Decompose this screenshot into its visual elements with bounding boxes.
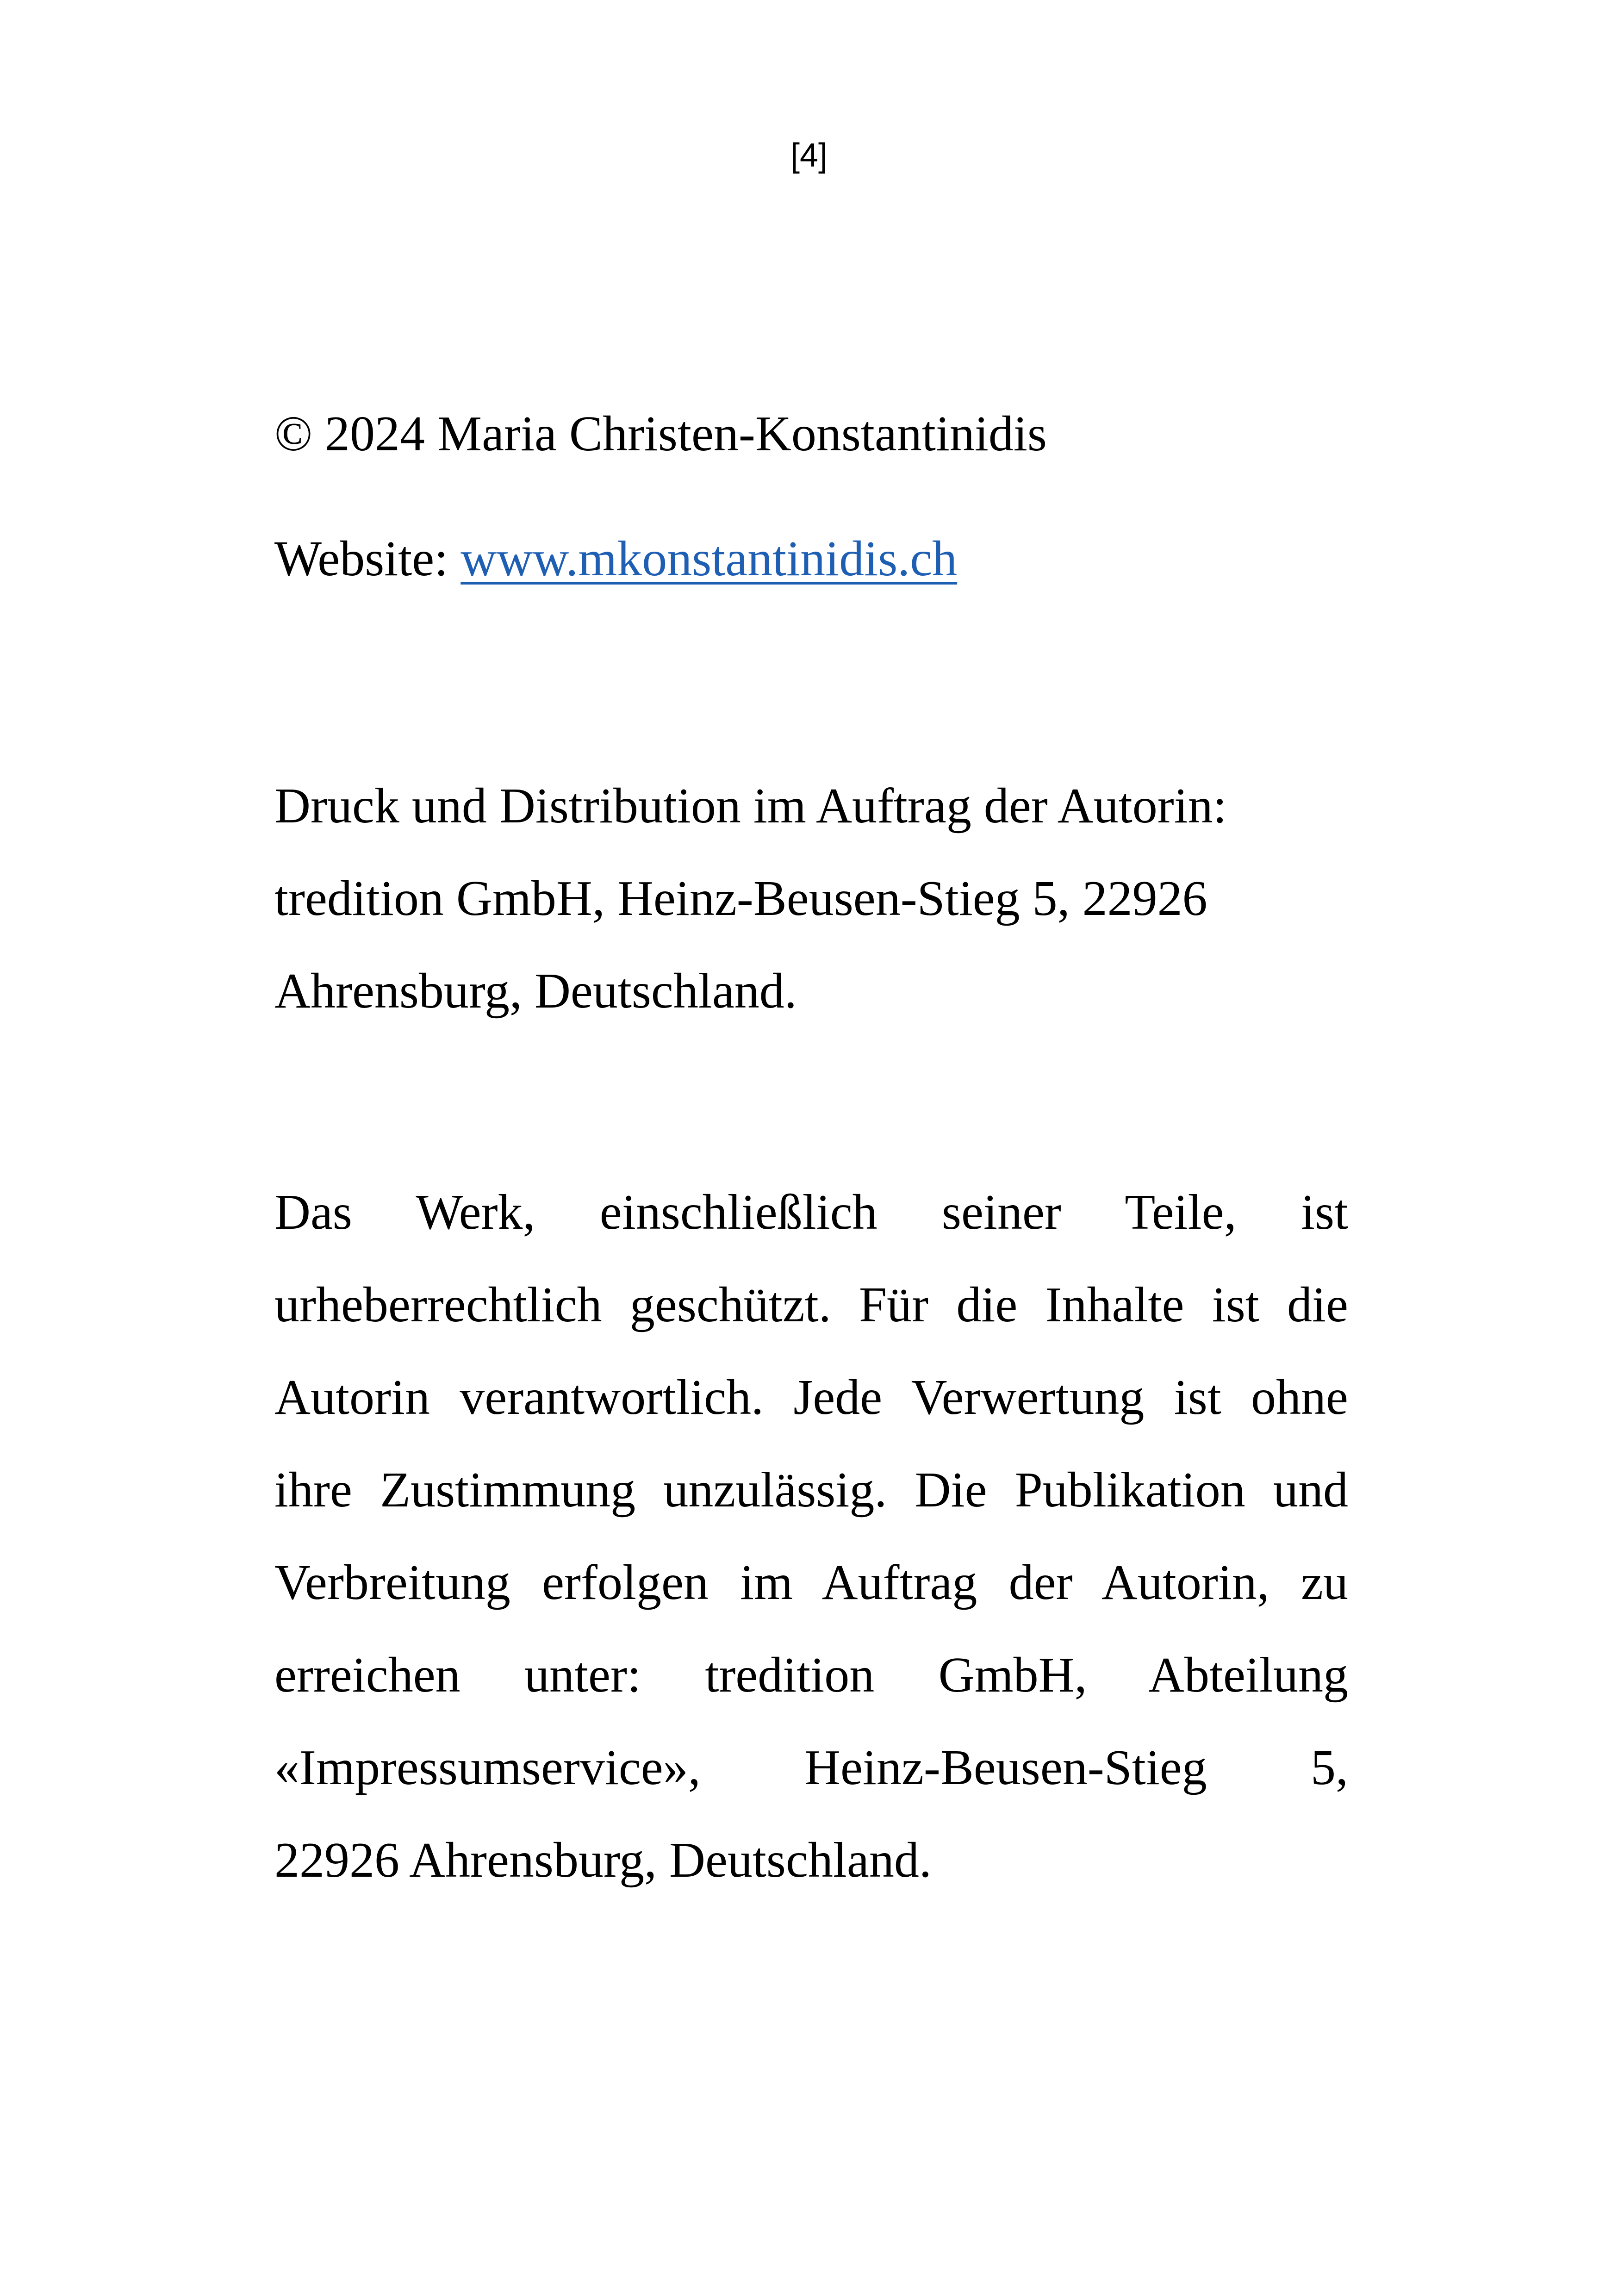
legal-line: Das Werk, einschließlich seiner Teile, ist <box>274 1185 1348 1240</box>
legal-line: Verbreitung erfolgen im Auftrag der Autorin, zu <box>274 1555 1348 1610</box>
printing-line: Ahrensburg, Deutschland. <box>274 964 797 1019</box>
legal-notice-paragraph <box>274 1166 1348 1907</box>
printing-line: tredition GmbH, Heinz-Beusen-Stieg 5, 22926 <box>274 871 1207 926</box>
printing-distribution-paragraph <box>274 760 1348 1038</box>
legal-line: erreichen unter: tredition GmbH, Abteilung <box>274 1648 1348 1703</box>
legal-line: «Impressumservice», Heinz-Beusen-Stieg 5, <box>274 1740 1348 1795</box>
legal-line: urheberrechtlich geschützt. Für die Inhalte ist die <box>274 1277 1348 1332</box>
website-link[interactable]: www.mkonstantinidis.ch <box>461 531 958 586</box>
website-line <box>274 513 1348 605</box>
legal-line: 22926 Ahrensburg, Deutschland. <box>274 1833 932 1888</box>
printing-line: Druck und Distribution im Auftrag der Autorin: <box>274 778 1227 834</box>
page-number: [4] <box>790 137 828 174</box>
legal-line: ihre Zustimmung unzulässig. Die Publikation und <box>274 1462 1348 1518</box>
website-label: Website: <box>274 531 461 586</box>
copyright-notice <box>274 388 1348 480</box>
legal-line: Autorin verantwortlich. Jede Verwertung ist ohne <box>274 1370 1348 1425</box>
copyright-text: © 2024 Maria Christen-Konstantinidis <box>274 406 1047 461</box>
